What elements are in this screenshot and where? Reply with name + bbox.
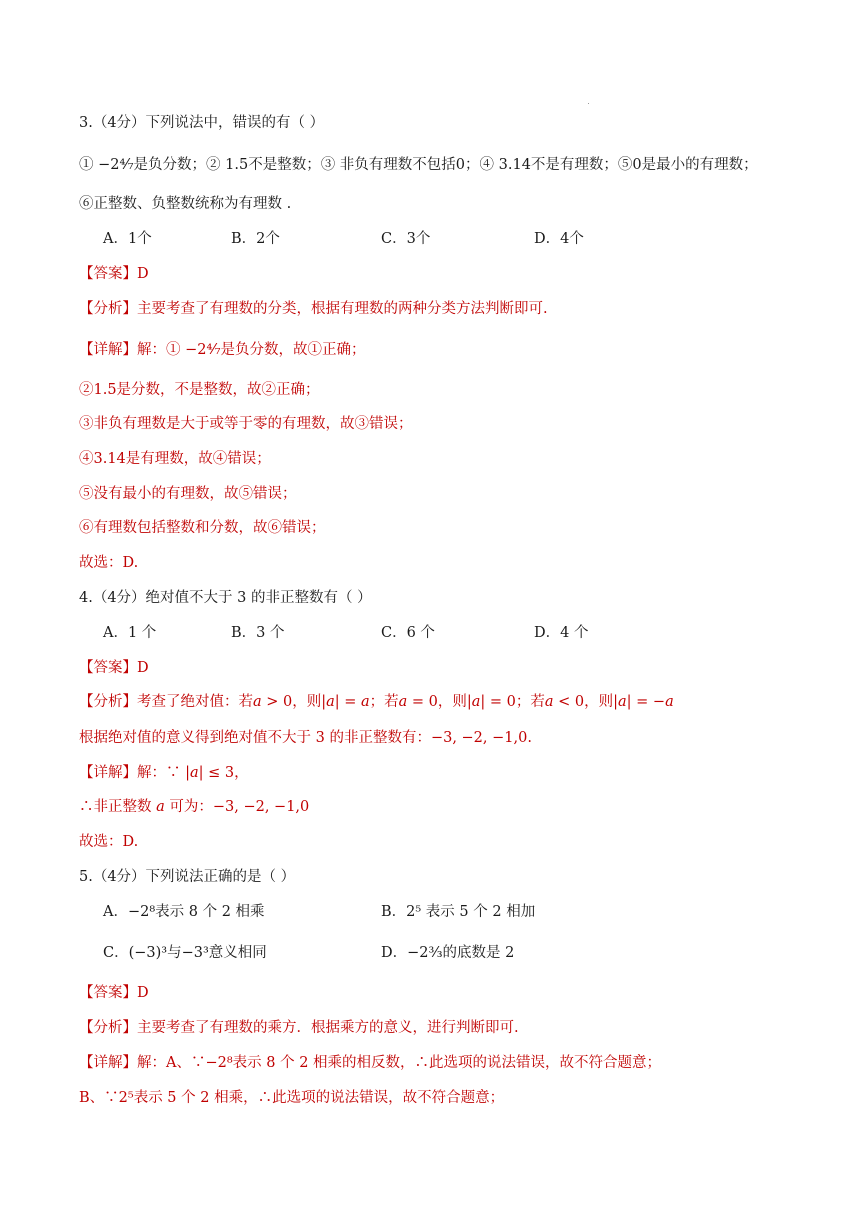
q3-detail-line: ③非负有理数是大于或等于零的有理数，故③错误； — [79, 416, 413, 432]
q5-analysis: 【分析】主要考查了有理数的乘方．根据乘方的意义，进行判断即可. — [79, 1020, 519, 1036]
q3-stem: 3.（4分）下列说法中，错误的有（ ） — [79, 115, 325, 131]
q4-detail-line: ∴非正整数 𝑎 可为：−3, −2, −1,0 — [79, 799, 310, 815]
q3-detail-line: ④3.14是有理数，故④错误； — [79, 451, 271, 467]
q5-option-d: D．−2³⁄₃的底数是 2 — [381, 945, 515, 961]
q4-option-c: C．6 个 — [381, 625, 435, 641]
q5-option-c: C．(−3)³与−3³意义相同 — [103, 945, 267, 961]
q5-detail-line: 【详解】解：A、∵−2⁸表示 8 个 2 相乘的相反数，∴此选项的说法错误，故不符合题意； — [79, 1055, 662, 1071]
q4-option-a: A．1 个 — [103, 625, 157, 641]
q3-items-line2: ⑥正整数、负整数统称为有理数 . — [79, 196, 292, 212]
q5-answer: 【答案】D — [79, 985, 149, 1001]
q3-answer: 【答案】D — [79, 266, 149, 282]
q5-option-a: A．−2⁸表示 8 个 2 相乘 — [103, 904, 265, 920]
q3-option-c: C．3个 — [381, 231, 431, 247]
q4-choice: 故选：D. — [79, 834, 139, 850]
q3-option-a: A．1个 — [103, 231, 152, 247]
scan-dot — [588, 103, 589, 104]
q3-detail-line: ⑤没有最小的有理数，故⑤错误； — [79, 486, 297, 502]
q4-option-b: B．3 个 — [231, 625, 285, 641]
q4-answer: 【答案】D — [79, 660, 149, 676]
q3-choice: 故选：D. — [79, 555, 139, 571]
q5-detail-line: B、∵2⁵表示 5 个 2 相乘，∴此选项的说法错误，故不符合题意； — [79, 1090, 505, 1106]
q3-detail-line: ②1.5是分数，不是整数，故②正确； — [79, 382, 320, 398]
q4-detail-line: 【详解】解：∵ |𝑎| ≤ 3， — [79, 765, 249, 781]
q3-items-line1: ① −2⁴⁄₇是负分数；② 1.5不是整数；③ 非负有理数不包括0；④ 3.14不是有理数；⑤0是最小的有理数； — [79, 157, 758, 173]
q4-stem: 4.（4分）绝对值不大于 3 的非正整数有（ ） — [79, 590, 372, 606]
q4-analysis-line1: 【分析】考查了绝对值：若𝑎 > 0，则|𝑎| = 𝑎；若𝑎 = 0，则|𝑎| = 0；若𝑎 < 0，则|𝑎| = −𝑎 — [79, 694, 674, 710]
q3-analysis: 【分析】主要考查了有理数的分类，根据有理数的两种分类方法判断即可. — [79, 301, 548, 317]
q3-option-b: B．2个 — [231, 231, 280, 247]
q3-detail-line: 【详解】解：① −2⁴⁄₇是负分数，故①正确； — [79, 342, 366, 358]
q4-analysis-line2: 根据绝对值的意义得到绝对值不大于 3 的非正整数有：−3, −2, −1,0. — [79, 730, 532, 746]
q5-stem: 5.（4分）下列说法正确的是（ ） — [79, 869, 296, 885]
q5-option-b: B．2⁵ 表示 5 个 2 相加 — [381, 904, 536, 920]
q3-option-d: D．4个 — [534, 231, 584, 247]
q4-option-d: D．4 个 — [534, 625, 589, 641]
q3-detail-line: ⑥有理数包括整数和分数，故⑥错误； — [79, 520, 326, 536]
